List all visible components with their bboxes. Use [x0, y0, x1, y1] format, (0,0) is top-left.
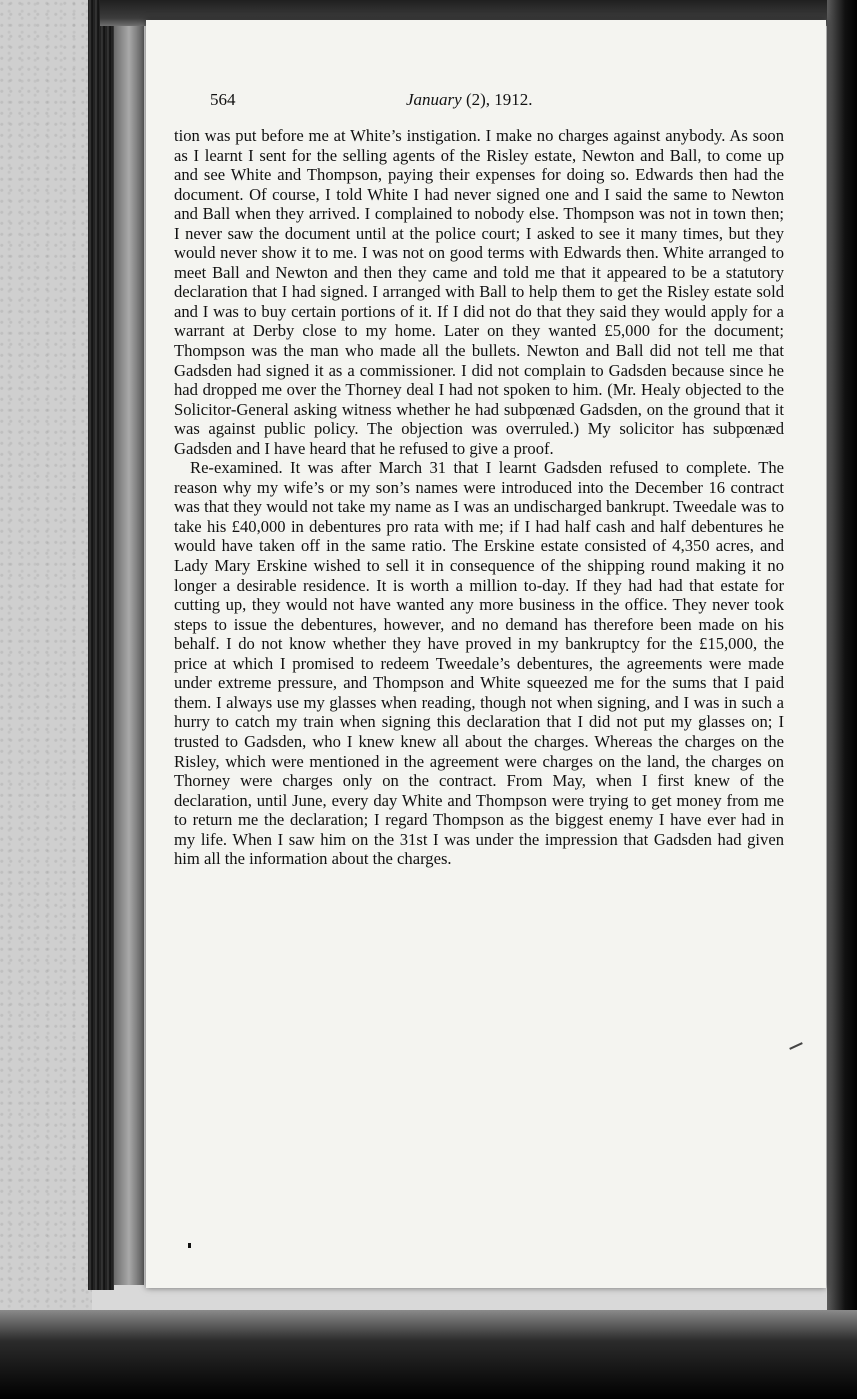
page-edges — [114, 0, 144, 1285]
paragraph-re-examined: Re-examined. It was after March 31 that I learnt Gadsden refused to complete. The reason why my wife’s or my son’s names were introduced into the December 16 contract was that they would not take my name as I was an undischarged bankrupt. Tweedale was to take his £40,000 in debentures pro rata with me; if I had half cash and half debentures he would have taken off in the same ratio. The Erskine estate consisted of 4,350 acres, and Lady Mary Erskine wished to sell it in consequence of the shipping round making it no longer a desirable residence. It is worth a million to-day. If they had had that estate for cutting up, they would not have wanted any more business in the office. They never took steps to issue the debentures, however, and no demand has therefore been made on his behalf. I do not know whether they have proved in my bankruptcy for the £15,000, the price at which I promised to redeem Tweedale’s debentures, the agreements were made under extreme pressure, and Thompson and White squeezed me for the sums that I paid them. I always use my glasses when reading, though not when signing, and I was in such a hurry to catch my train when signing this declaration that I did not put my glasses on; I trusted to Gadsden, who I knew knew all about the charges. Whereas the charges on the Risley, which were mentioned in the agreement were charges on the land, the charges on Thorney were charges only on the contract. From May, when I first knew of the declaration, until June, every day White and Thompson were trying to get money from me to return me the declaration; I regard Thompson as the biggest enemy I have ever had in my life. When I saw him on the 31st I was under the impression that Gadsden had given him all the information about the charges. — [174, 458, 784, 869]
left-background — [0, 0, 92, 1340]
running-title — [406, 90, 533, 110]
right-shadow — [827, 0, 857, 1399]
book-spine — [88, 0, 114, 1290]
page-content — [174, 90, 784, 869]
ink-speck — [188, 1243, 191, 1248]
book-page — [146, 20, 826, 1288]
paragraph-testimony: tion was put before me at White’s instigation. I make no charges against anybody. As soon as I learnt I sent for the selling agents of the Risley estate, Newton and Ball, to come up and see White and Thompson, paying their expenses for doing so. Edwards then had the document. Of course, I told White I had never signed one and I said the same to Newton and Ball when they arrived. I complained to nobody else. Thompson was not in town then; I never saw the document until at the police court; I asked to see it many times, but they would never show it to me. I was not on good terms with Edwards then. White arranged to meet Ball and Newton and then they came and told me that it appeared to be a statutory declaration that I had signed. I arranged with Ball to help them to get the Risley estate sold and I was to buy certain portions of it. If I did not do that they said they would apply for a warrant at Derby close to my home. Later on they wanted £5,000 for the document; Thompson was the man who made all the bullets. Newton and Ball did not tell me that Gadsden had signed it as a commissioner. I did not complain to Gadsden because since he had dropped me over the Thorney deal I had not spoken to him. (Mr. Healy objected to the Solicitor-General asking witness whether he had subpœnæd Gadsden, on the ground that it was against public policy. The objection was overruled.) My solicitor has subpœnæd Gadsden and I have heard that he refused to give a proof. — [174, 126, 784, 458]
bottom-shadow — [0, 1310, 857, 1399]
body-text — [174, 126, 784, 869]
page-number: 564 — [210, 90, 236, 109]
running-head — [204, 90, 784, 120]
running-title-rest: (2), 1912. — [461, 90, 533, 109]
running-title-month: January — [406, 90, 462, 109]
